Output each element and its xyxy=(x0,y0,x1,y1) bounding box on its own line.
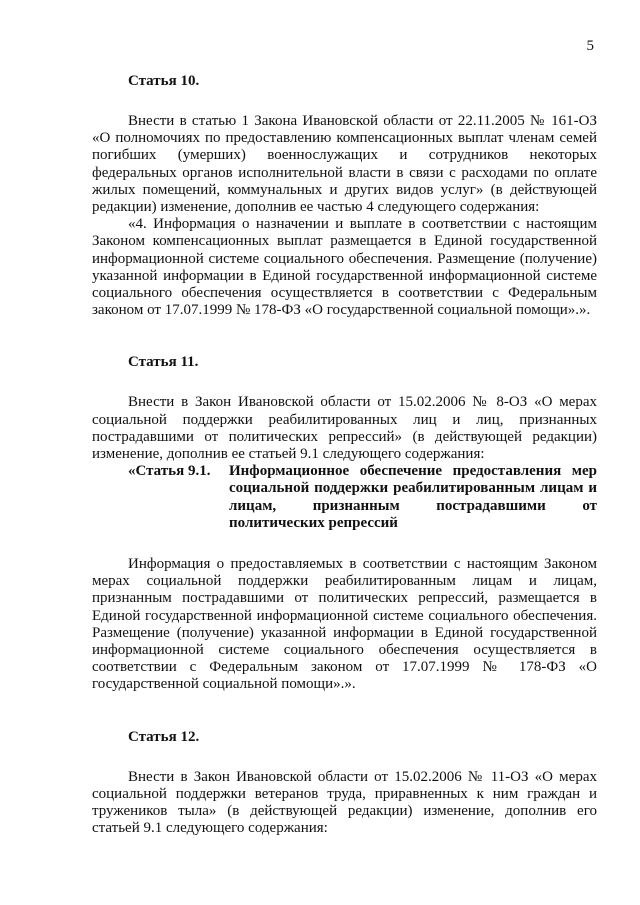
article-12-intro: Внести в Закон Ивановской области от 15.02.2006 № 11-ОЗ «О мерах социальной поддержки ветеранов труда, приравненных к ним граждан и тружеников тыла» (в действующей редакции) изменение, дополнив его статьей 9.1 следующего содержания: xyxy=(92,768,597,837)
article-10-intro: Внести в статью 1 Закона Ивановской области от 22.11.2005 № 161-ОЗ «О полномочиях по предоставлению компенсационных выплат членам семей погибших (умерших) военнослужащих и сотрудников некоторых федеральных органов исполнительной власти в связи с расходами по оплате жилых помещений, коммунальных и других видов услуг» (в действующей редакции) изменение, дополнив ее частью 4 следующего содержания: xyxy=(92,113,597,216)
new-article-label: «Статья 9.1. xyxy=(128,463,211,480)
article-12-title: Статья 12. xyxy=(128,728,200,745)
new-article-title: Информационное обеспечение предоставления мер социальной поддержки реабилитированным лицам и лицам, признанным пострадавшими от политических репрессий xyxy=(229,463,597,531)
article-10-title: Статья 10. xyxy=(128,73,200,89)
article-11-intro: Внести в Закон Ивановской области от 15.02.2006 № 8-ОЗ «О мерах социальной поддержки реабилитированных лиц и лиц, признанных пострадавшими от политических репрессий» (в действующей редакции) изменение, дополнив ее статьей 9.1 следующего содержания: xyxy=(92,394,597,463)
article-11-title: Статья 11. xyxy=(128,354,199,371)
new-article-body: Информация о предоставляемых в соответствии с настоящим Законом мерах социальной поддержки реабилитированным лицам и лицам, признанным пострадавшими от политических репрессий, размещается в Единой государственной информационной системе социального обеспечения. Размещение (получение) указанной информации в Единой государственной информационной системе социального обеспечения осуществляется в соответствии с Федеральным законом от 17.07.1999 № 178-ФЗ «О государственной социальной помощи».». xyxy=(92,556,597,693)
page-number: 5 xyxy=(586,38,594,54)
document-body xyxy=(92,70,597,838)
article-10-quote: «4. Информация о назначении и выплате в соответствии с настоящим Законом компенсационных выплат размещается в Единой государственной информационной системе социального обеспечения. Размещение (получение) указанной информации в Единой государственной информационной системе социального обеспечения осуществляется в соответствии с Федеральным законом от 17.07.1999 № 178-ФЗ «О государственной социальной помощи».». xyxy=(92,216,597,319)
new-article-9-1-heading xyxy=(92,463,597,532)
